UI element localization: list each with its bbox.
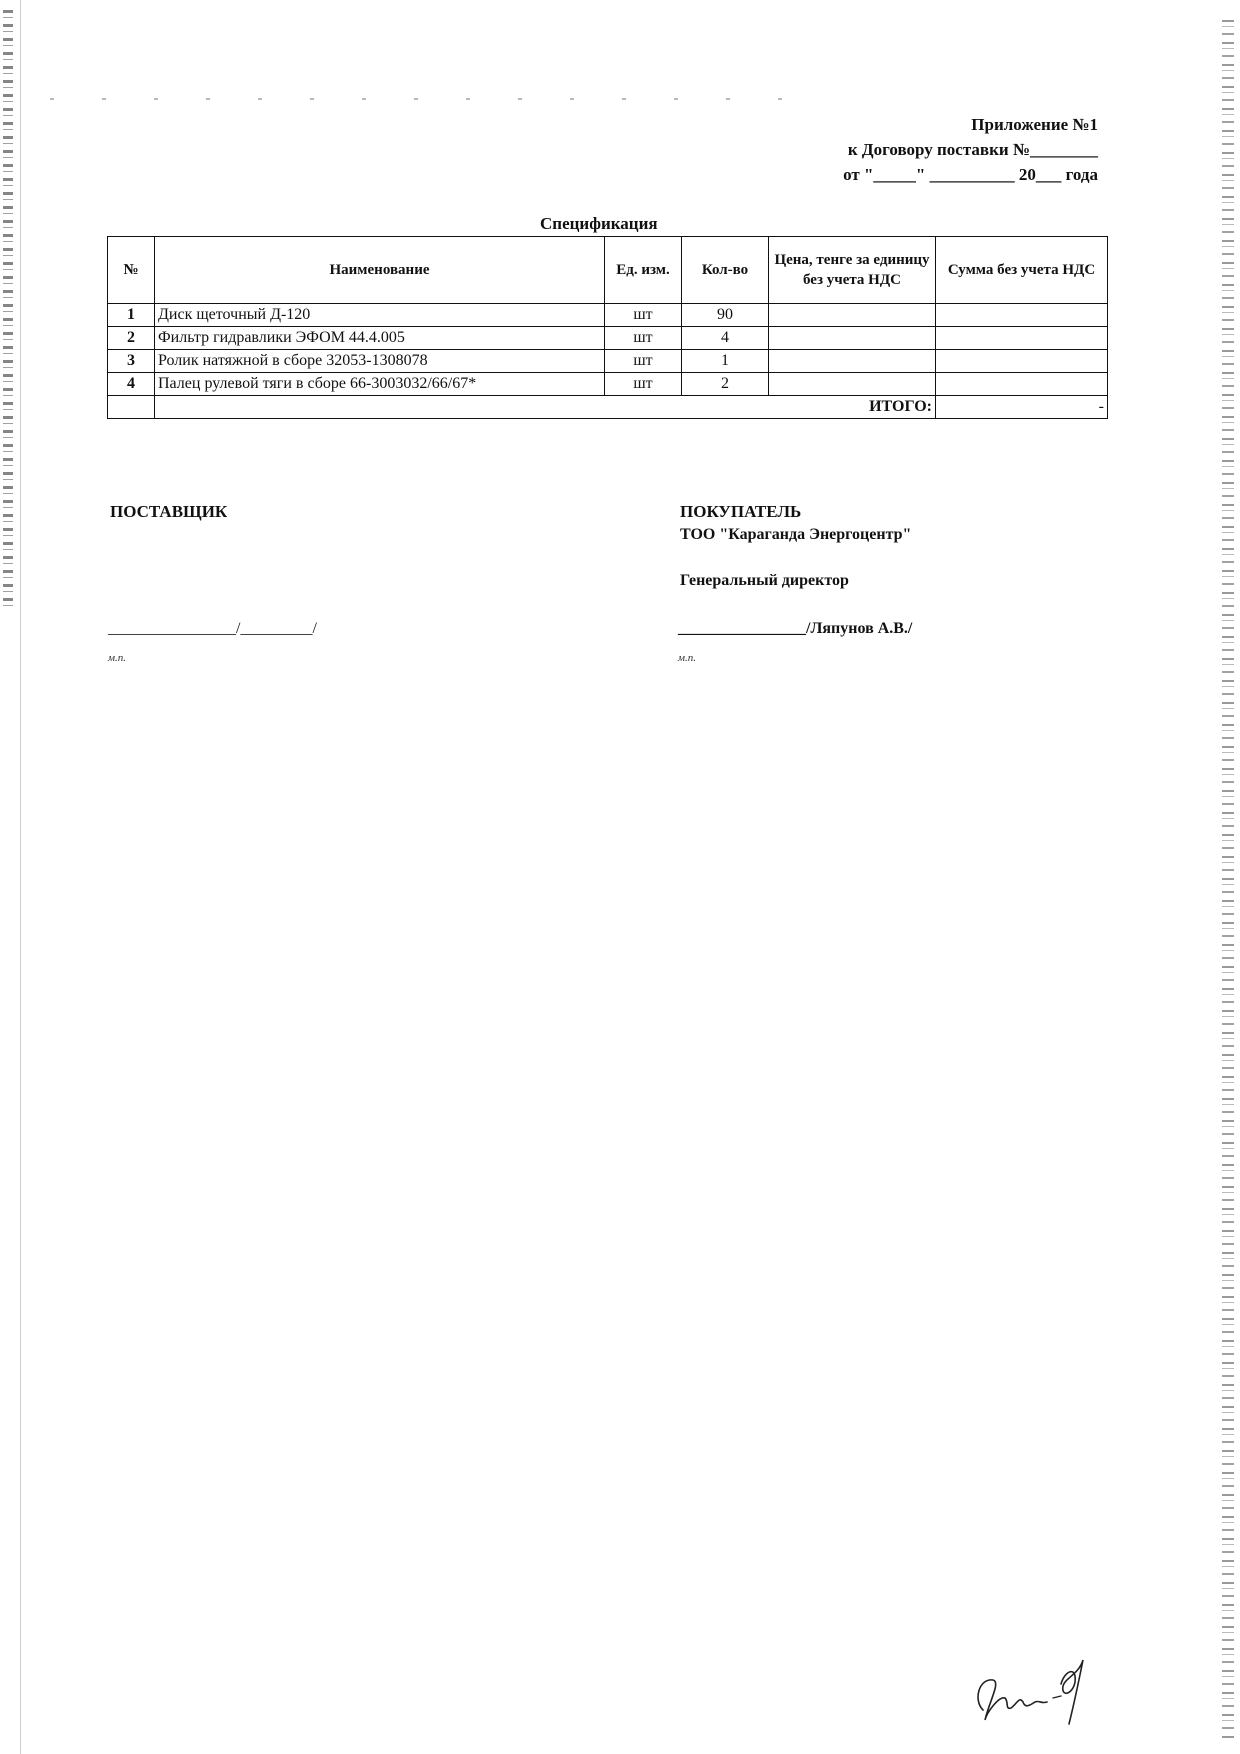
row-sum bbox=[936, 350, 1108, 373]
scan-artifact-right bbox=[1222, 20, 1234, 1740]
appendix-number: Приложение №1 bbox=[971, 115, 1098, 134]
row-price bbox=[769, 327, 936, 350]
col-name: Наименование bbox=[155, 237, 605, 304]
table-header-row bbox=[108, 237, 1108, 304]
table-row bbox=[108, 350, 1108, 373]
row-sum bbox=[936, 373, 1108, 396]
row-unit: шт bbox=[605, 373, 682, 396]
supplier-label: ПОСТАВЩИК bbox=[110, 502, 228, 521]
row-sum bbox=[936, 327, 1108, 350]
buyer-position: Генеральный директор bbox=[680, 572, 849, 589]
row-sum bbox=[936, 304, 1108, 327]
scan-dots bbox=[50, 98, 810, 100]
handwritten-signature bbox=[965, 1640, 1105, 1730]
row-unit: шт bbox=[605, 327, 682, 350]
row-price bbox=[769, 373, 936, 396]
row-number: 4 bbox=[108, 373, 155, 396]
row-number: 3 bbox=[108, 350, 155, 373]
buyer-company: ТОО "Караганда Энергоцентр" bbox=[680, 526, 912, 543]
row-name: Диск щеточный Д-120 bbox=[155, 304, 605, 327]
row-unit: шт bbox=[605, 350, 682, 373]
appendix-header bbox=[843, 112, 1098, 187]
buyer-label: ПОКУПАТЕЛЬ bbox=[680, 502, 802, 521]
row-price bbox=[769, 350, 936, 373]
row-unit: шт bbox=[605, 304, 682, 327]
col-quantity: Кол-во bbox=[682, 237, 769, 304]
specification-table bbox=[107, 236, 1108, 419]
row-quantity: 90 bbox=[682, 304, 769, 327]
supplier-signature-line: ________________/_________/ bbox=[108, 620, 317, 637]
row-number: 1 bbox=[108, 304, 155, 327]
total-label: ИТОГО: bbox=[155, 396, 936, 419]
col-sum: Сумма без учета НДС bbox=[936, 237, 1108, 304]
row-name: Ролик натяжной в сборе 32053-1308078 bbox=[155, 350, 605, 373]
row-name: Фильтр гидравлики ЭФОМ 44.4.005 bbox=[155, 327, 605, 350]
table-row bbox=[108, 373, 1108, 396]
row-quantity: 2 bbox=[682, 373, 769, 396]
buyer-stamp-mark: м.п. bbox=[678, 652, 697, 664]
supplier-stamp-mark: м.п. bbox=[108, 652, 127, 664]
document-title: Спецификация bbox=[540, 214, 658, 233]
row-price bbox=[769, 304, 936, 327]
buyer-signature-line: ________________/Ляпунов А.В./ bbox=[678, 620, 913, 637]
row-quantity: 1 bbox=[682, 350, 769, 373]
scan-artifact-left bbox=[3, 10, 13, 610]
table-row bbox=[108, 327, 1108, 350]
row-name: Палец рулевой тяги в сборе 66-3003032/66/67* bbox=[155, 373, 605, 396]
contract-reference: к Договору поставки №________ bbox=[847, 140, 1098, 159]
col-number: № bbox=[108, 237, 155, 304]
table-total-row bbox=[108, 396, 1108, 419]
scan-left-rule bbox=[20, 0, 21, 1754]
row-quantity: 4 bbox=[682, 327, 769, 350]
contract-date: от "_____" __________ 20___ года bbox=[843, 165, 1098, 184]
col-unit: Ед. изм. bbox=[605, 237, 682, 304]
table-row bbox=[108, 304, 1108, 327]
total-empty-cell bbox=[108, 396, 155, 419]
total-value: - bbox=[936, 396, 1108, 419]
row-number: 2 bbox=[108, 327, 155, 350]
col-price: Цена, тенге за единицу без учета НДС bbox=[769, 237, 936, 304]
